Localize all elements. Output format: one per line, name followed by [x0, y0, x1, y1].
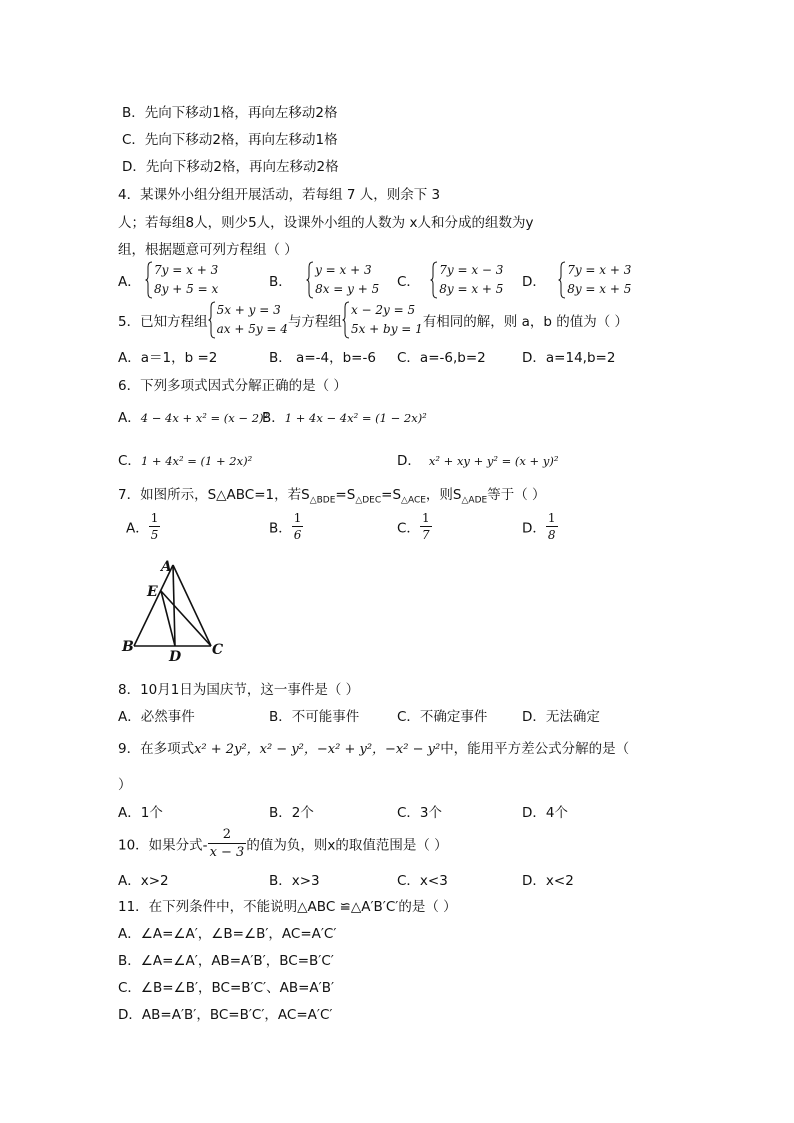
q9-option-a: A．1个: [118, 805, 163, 821]
fraction: [546, 510, 558, 543]
q6-option-d: [397, 449, 558, 469]
q8-option-a: A．必然事件: [118, 709, 195, 725]
equation-system: [430, 261, 503, 299]
q8-option-b: B．不可能事件: [269, 709, 360, 725]
q6-option-c: [118, 449, 252, 469]
q5-option-a: A．a＝1，b =2: [118, 350, 218, 366]
q5-prefix: 5．已知方程组: [118, 314, 208, 330]
q4-stem-line1: 4．某课外小组分组开展活动，若每组 7 人，则余下 3: [118, 187, 441, 203]
fraction: [149, 510, 161, 543]
q5-option-d: D．a=14,b=2: [522, 350, 616, 366]
triangle-figure: [118, 556, 233, 666]
equation: 8y = x + 5: [567, 282, 632, 296]
label-a: A: [161, 559, 172, 575]
equation-system: [558, 261, 631, 299]
option-label: D．: [397, 453, 421, 469]
fraction: [292, 510, 304, 543]
q4-option-c: [397, 261, 503, 299]
q9-suffix: 中，能用平方差公式分解的是（: [440, 741, 630, 757]
equation: 7y = x + 3: [154, 263, 219, 277]
numerator: 1: [293, 511, 302, 525]
brace-icon: [145, 261, 153, 299]
denominator: 5: [150, 528, 159, 542]
q9-option-d: D．4个: [522, 805, 568, 821]
q5-option-c: C．a=-6,b=2: [397, 350, 486, 366]
q8-stem: 8．10月1日为国庆节，这一事件是（ ）: [118, 682, 360, 698]
q10-prefix: 10．如果分式-: [118, 837, 208, 854]
brace-icon: [558, 261, 566, 299]
q6-option-a: [118, 406, 268, 426]
brace-icon: [208, 301, 216, 339]
q9-stem: [118, 737, 629, 757]
numerator: 1: [547, 511, 556, 525]
q4-option-a: [118, 261, 218, 299]
numerator: 1: [150, 511, 159, 525]
q7-option-d: [522, 510, 558, 543]
q9-stem-line2: ）: [118, 777, 132, 793]
numerator: 2: [208, 826, 247, 844]
brace-icon: [342, 301, 350, 339]
equation: x − 2y = 5: [350, 303, 416, 317]
q5-mid: 与方程组: [287, 314, 342, 330]
equation: 8x = y + 5: [315, 282, 380, 296]
option-label: A．: [118, 274, 141, 290]
expression: x² + xy + y² = (x + y)²: [428, 454, 559, 468]
q7-stem-part: =S: [335, 487, 356, 503]
equation-system-1: [208, 301, 288, 339]
equation: 5x + by = 1: [350, 322, 423, 336]
equation-system-2: [342, 301, 423, 339]
equation: 7y = x + 3: [567, 263, 632, 277]
q3-option-b: B．先向下移动1格，再向左移动2格: [122, 105, 338, 121]
q8-option-d: D．无法确定: [522, 709, 600, 725]
q7-stem-part: 7．如图所示，S△ABC=1，若S: [118, 487, 310, 503]
q3-option-c: C．先向下移动2格，再向左移动1格: [122, 132, 338, 148]
q3-option-d: D．先向下移动2格，再向左移动2格: [122, 159, 339, 175]
numerator: 1: [421, 511, 430, 525]
option-label: B．: [262, 410, 285, 426]
q9-option-c: C．3个: [397, 805, 443, 821]
q11-option-a: A．∠A=∠A′，∠B=∠B′，AC=A′C′: [118, 926, 337, 942]
q7-stem: [118, 483, 546, 506]
q6-stem: 6．下列多项式因式分解正确的是（ ）: [118, 378, 347, 394]
option-label: C．: [397, 274, 420, 290]
q11-option-d: D．AB=A′B′，BC=B′C′，AC=A′C′: [118, 1007, 333, 1023]
brace-icon: [306, 261, 314, 299]
option-label: B．: [269, 274, 292, 290]
denominator: 8: [547, 528, 556, 542]
label-e: E: [147, 584, 158, 600]
q11-option-c: C．∠B=∠B′，BC=B′C′、AB=A′B′: [118, 980, 335, 996]
q7-option-c: [397, 510, 432, 543]
equation-system: [145, 261, 218, 299]
option-label: A．: [118, 410, 141, 426]
q9-polynomials: x² + 2y²，x² − y²，−x² + y²，−x² − y²: [194, 742, 441, 757]
fraction: [208, 826, 247, 861]
option-label: D．: [522, 520, 546, 537]
q4-option-b: [269, 261, 379, 299]
label-d: D: [169, 649, 182, 665]
q7-stem-part: 等于（ ）: [487, 487, 546, 503]
equation-system: [306, 261, 379, 299]
q11-option-b: B．∠A=∠A′，AB=A′B′，BC=B′C′: [118, 953, 334, 969]
q7-stem-part: ，则S: [425, 487, 462, 503]
q9-prefix: 9．在多项式: [118, 741, 195, 757]
denominator: x − 3: [209, 845, 245, 860]
equation: 8y + 5 = x: [154, 282, 219, 296]
equation: 7y = x − 3: [439, 263, 504, 277]
option-label: B．: [269, 520, 292, 537]
q4-stem-line2: 人；若每组8人，则少5人，设课外小组的人数为 x人和分成的组数为y: [118, 215, 534, 231]
q10-option-a: A．x>2: [118, 873, 169, 889]
expression: 1 + 4x² = (1 + 2x)²: [140, 454, 253, 468]
q6-option-b: [262, 406, 427, 426]
q4-stem-line3: 组，根据题意可列方程组（ ）: [118, 242, 298, 258]
option-label: A．: [126, 520, 149, 537]
expression: 4 − 4x + x² = (x − 2)²: [140, 411, 269, 425]
q10-suffix: 的值为负，则x的取值范围是（ ）: [246, 837, 448, 854]
q7-subscript: △ADE: [461, 495, 488, 506]
q7-option-a: [126, 510, 160, 543]
q5-stem: [118, 301, 628, 339]
equation: y = x + 3: [315, 263, 372, 277]
q7-stem-part: =S: [381, 487, 402, 503]
q10-option-b: B．x>3: [269, 873, 320, 889]
equation: 8y = x + 5: [439, 282, 504, 296]
expression: 1 + 4x − 4x² = (1 − 2x)²: [284, 411, 427, 425]
q9-option-b: B．2个: [269, 805, 314, 821]
equation: ax + 5y = 4: [216, 322, 288, 336]
side-ac: [173, 565, 211, 646]
q5-suffix: 有相同的解，则 a，b 的值为（ ）: [422, 314, 629, 330]
side-ab: [134, 565, 173, 646]
option-label: D．: [522, 274, 546, 290]
denominator: 7: [421, 528, 430, 542]
q8-option-c: C．不确定事件: [397, 709, 488, 725]
label-b: B: [122, 639, 134, 655]
q10-stem: [118, 826, 448, 861]
label-c: C: [212, 642, 224, 658]
q7-subscript: △DEC: [355, 495, 382, 506]
q5-option-b: B． a=-4，b=-6: [269, 350, 376, 366]
brace-icon: [430, 261, 438, 299]
denominator: 6: [293, 528, 302, 542]
q4-option-d: [522, 261, 631, 299]
equation: 5x + y = 3: [216, 303, 281, 317]
q7-option-b: [269, 510, 303, 543]
q11-stem: 11．在下列条件中，不能说明△ABC ≌△A′B′C′的是（ ）: [118, 899, 457, 915]
q7-subscript: △ACE: [401, 495, 426, 506]
q10-option-c: C．x<3: [397, 873, 448, 889]
option-label: C．: [397, 520, 420, 537]
q10-option-d: D．x<2: [522, 873, 574, 889]
fraction: [420, 510, 432, 543]
option-label: C．: [118, 453, 141, 469]
q7-subscript: △BDE: [309, 495, 336, 506]
